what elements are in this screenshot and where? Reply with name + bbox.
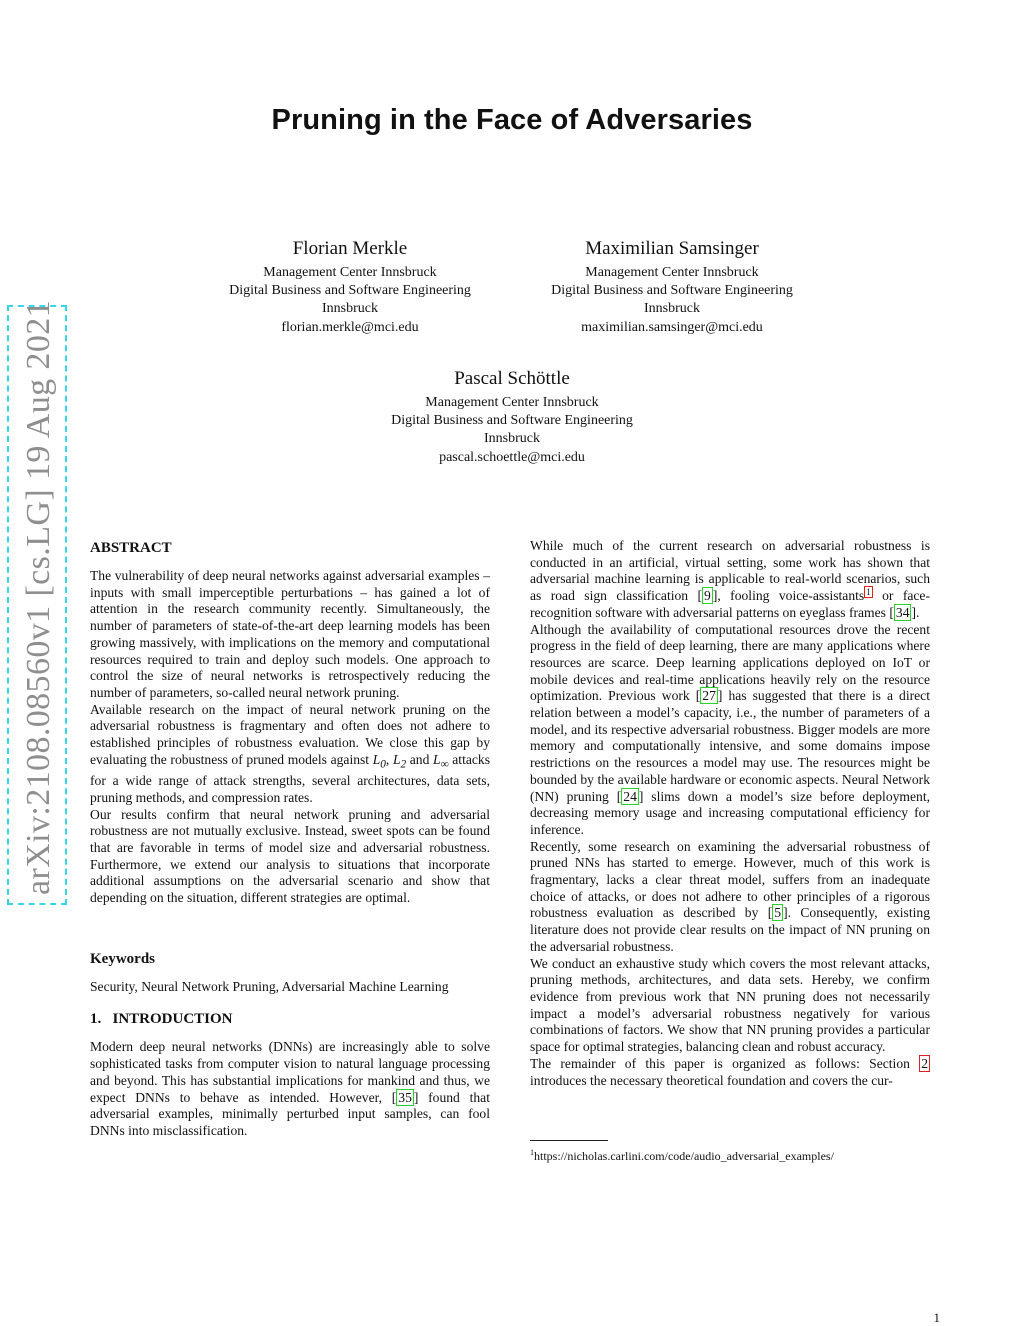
footnote-url[interactable]: https://nicholas.carlini.com/code/audio_adversarial_examples/ — [534, 1149, 834, 1163]
right-column — [530, 538, 930, 1089]
author-email[interactable]: florian.merkle@mci.edu — [281, 319, 419, 335]
text-span: Available research on the impact of neural network pruning on the adversarial robustness is fragmentary and often does not adhere to established principles of robustness evaluation. We close this gap by evaluating the robustness of pruned models against — [90, 701, 490, 767]
citation-link[interactable]: 9 — [704, 588, 711, 604]
author-name: Florian Merkle — [292, 238, 408, 259]
text-span: attacks for a wide range of attack strengths, several architectures, data sets, pruning methods, and compression rates. — [90, 751, 491, 805]
author-department: Digital Business and Software Engineering — [551, 283, 793, 299]
keywords-text: Security, Neural Network Pruning, Adversarial Machine Learning — [90, 978, 449, 994]
section-link[interactable]: 2 — [921, 1055, 928, 1071]
math-l0: $L_0$ — [372, 751, 386, 771]
abstract-paragraph: The vulnerability of deep neural networks against adversarial examples – inputs with small imperceptible perturbations – has gained a lot of attention in the research community recently. Simultaneously, the number of parameters of state-of-the-art deep learning models has been growing massively, with implications on the memory and computational resources required to train and deploy such models. One approach to control the size of neural networks is retrospectively reducing the number of parameters, so-called neural network pruning. — [90, 568, 490, 700]
author-email[interactable]: maximilian.samsinger@mci.edu — [581, 319, 763, 335]
author-city: Innsbruck — [484, 431, 540, 447]
body-paragraph: The remainder of this paper is organized as follows: Section 2 introduces the necessary theoretical foundation and covers the cur- — [530, 1055, 928, 1088]
author-block-schoettle — [362, 366, 662, 467]
abstract-paragraph: Available research on the impact of neural network pruning on the adversarial robustness is fragmentary and often does not adhere to established principles of robustness evaluation. We close this gap by evaluating the robustness of pruned models against $L_0$, $L_2$ and $L_\infty$ attacks for a wide range of attack strengths, several architectures, data sets, pruning methods, and compression rates. — [90, 701, 491, 805]
citation-link[interactable]: 34 — [895, 604, 910, 620]
citation-link[interactable]: 24 — [623, 788, 637, 804]
footnote-divider — [530, 1140, 608, 1141]
author-name: Maximilian Samsinger — [585, 238, 759, 259]
arxiv-identifier-stamp[interactable]: arXiv:2108.08560v1 [cs.LG] 19 Aug 2021 — [7, 305, 67, 905]
footnote-mark: 1 — [530, 1148, 534, 1157]
math-l2: $L_2$ — [392, 751, 407, 771]
author-affiliation: Management Center Innsbruck — [263, 265, 437, 280]
left-column — [90, 538, 490, 1140]
author-city: Innsbruck — [644, 301, 700, 317]
footnote — [530, 1145, 930, 1164]
body-paragraph: Recently, some research on examining the adversarial robustness of pruned NNs has started to emerge. However, much of this work is fragmentary, lacks a clear threat model, suffers from an inadequate choice of attacks, or does not adhere to other principles of a rigorous robustness evaluation as described by [ 5 ]. Consequently, existing literature does not provide clear results on the impact of NN pruning on the adversarial robustness. — [530, 838, 930, 954]
keywords-heading: Keywords — [90, 950, 155, 967]
author-name: Pascal Schöttle — [454, 368, 570, 389]
author-block-merkle — [200, 236, 500, 337]
abstract-paragraph: Our results confirm that neural network pruning and adversarial robustness are not mutually exclusive. Instead, sweet spots can be found that are favorable in terms of model size and adversarial robustness. Furthermore, we extend our analysis to situations that incorporate additional assumptions on the adversarial scenario and show that depending on the situation, different strategies are optimal. — [90, 806, 490, 906]
page-number: 1 — [933, 1310, 940, 1325]
author-email[interactable]: pascal.schoettle@mci.edu — [439, 449, 585, 465]
citation-link[interactable]: 5 — [774, 905, 782, 921]
author-affiliation: Management Center Innsbruck — [425, 395, 599, 410]
body-paragraph: While much of the current research on adversarial robustness is conducted in an artificial, virtual setting, some work has shown that adversarial machine learning is applicable to real-world scenarios, such as road sign classification [ 9 ], fooling voice-assistants $^1$ or face-recognition software with adversarial patterns on eyeglass frames [ 34 ]. — [530, 538, 930, 620]
author-department: Digital Business and Software Engineering — [391, 413, 633, 429]
intro-paragraph: Modern deep neural networks (DNNs) are increasingly able to solve sophisticated tasks from computer vision to natural language processing and beyond. This has substantial implications for mankind and thus, we expect DNNs to behave as intended. However, [ 35 ] found that adversarial examples, minimally perturbed input samples, can fool DNNs into misclassification. — [90, 1039, 490, 1138]
introduction-heading: 1. INTRODUCTION — [90, 1011, 233, 1028]
math-linf: $L_\infty$ — [433, 751, 449, 771]
author-block-samsinger — [522, 236, 822, 337]
abstract-heading: ABSTRACT — [90, 540, 172, 556]
body-paragraph: We conduct an exhaustive study which covers the most relevant attacks, pruning methods, architectures, and data sets. Hereby, we confirm evidence from previous work that NN pruning does not necessarily impact a model’s adversarial robustness negatively for various combinations of factors. We show that NN pruning provides a particular space for optimal strategies, balancing clean and robust accuracy. — [530, 955, 930, 1055]
body-paragraph: Although the availability of computational resources drove the recent progress in the field of deep learning, there are many applications where resources are scarce. Deep learning applications deployed on IoT or mobile devices and real-time applications heavily rely on the resource optimization. Previous work [ 27 ] has suggested that there is a direct relation between a model’s capacity, i.e., the number of parameters of a model, and its respective adversarial robustness. Bigger models are more memory and computationally intensive, and some domains impose restrictions on the resources a model may use. The resources might be bounded by the available hardware or economic aspects. Neural Network (NN) pruning [ 24 ] slims down a model’s size before deployment, decreasing memory usage and increasing computational efficiency for inference. — [530, 621, 930, 837]
citation-link[interactable]: 35 — [398, 1089, 412, 1105]
paper-title: Pruning in the Face of Adversaries — [271, 104, 753, 136]
citation-link[interactable]: 27 — [702, 688, 716, 704]
author-department: Digital Business and Software Engineering — [229, 283, 471, 299]
footnote-link[interactable]: 1 — [866, 586, 871, 597]
author-affiliation: Management Center Innsbruck — [585, 265, 759, 280]
author-city: Innsbruck — [322, 301, 378, 317]
